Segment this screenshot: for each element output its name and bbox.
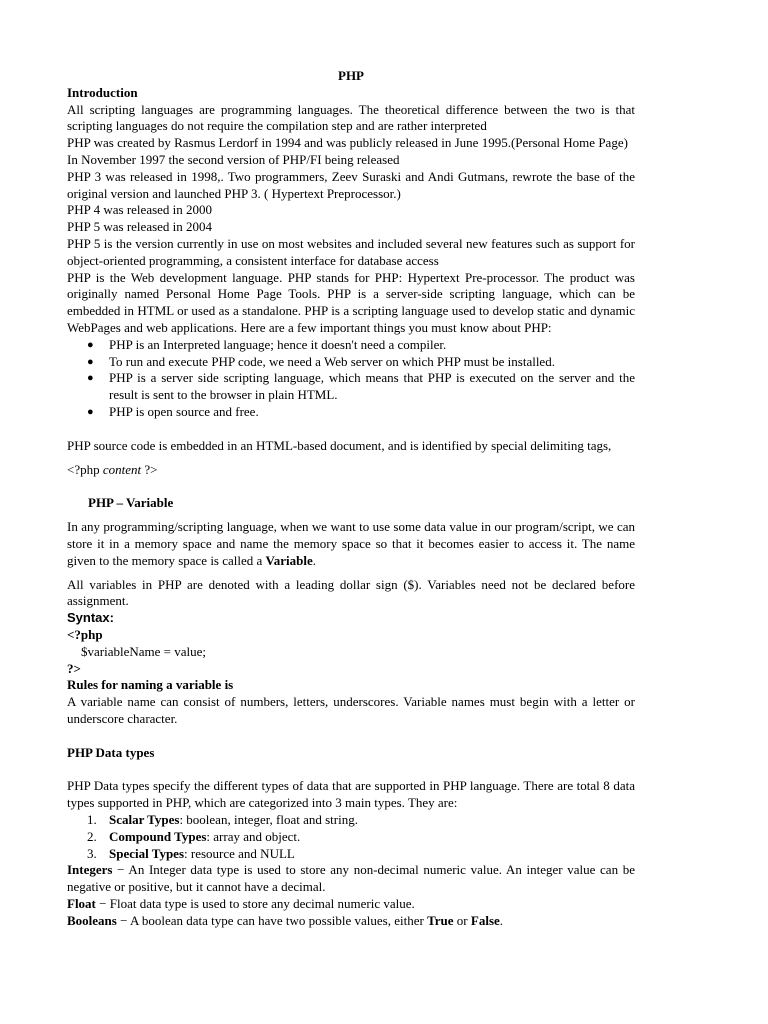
page-title: PHP <box>338 68 364 83</box>
intro-paragraph-3: In November 1997 the second version of PHP/FI being released <box>67 151 400 167</box>
php-facts-list <box>67 337 635 421</box>
datatypes-heading: PHP Data types <box>67 744 155 760</box>
variable-heading: PHP – Variable <box>88 495 174 511</box>
integers-paragraph <box>67 862 635 896</box>
delimiter-paragraph: PHP source code is embedded in an HTML-based document, and is identified by special delimiting tags, <box>67 437 612 453</box>
intro-paragraph-5: PHP 4 was released in 2000 <box>67 202 213 218</box>
booleans-paragraph <box>67 913 635 930</box>
variable-term: Variable <box>265 552 313 568</box>
document-content <box>67 68 635 930</box>
list-item-label: Compound Types <box>109 828 207 844</box>
booleans-label: Booleans <box>67 912 117 928</box>
list-item-label: Special Types <box>109 845 185 861</box>
intro-paragraph-2: PHP was created by Rasmus Lerdorf in 1994 and was publicly released in June 1995.(Personal Home Page) <box>67 135 628 151</box>
list-item <box>67 846 635 863</box>
integers-text: − An Integer data type is used to store any non-decimal numeric value. An integer value can be negative or positive, but it cannot have a decimal. <box>67 862 635 895</box>
variable-paragraph-2: All variables in PHP are denoted with a leading dollar sign ($). Variables need not be declared before assignment. <box>67 576 635 609</box>
code-line: $variableName = value; <box>81 643 206 659</box>
intro-heading: Introduction <box>67 84 138 100</box>
true-label: True <box>427 912 454 928</box>
php-tag-example <box>67 462 635 479</box>
list-number: 2. <box>87 828 97 844</box>
list-item-label: Scalar Types <box>109 812 180 828</box>
intro-paragraph-7: PHP 5 is the version currently in use on most websites and included several new features such as support for object-oriented programming, a consistent interface for database access <box>67 235 635 268</box>
integers-label: Integers <box>67 862 113 878</box>
datatypes-list <box>67 812 635 862</box>
float-paragraph <box>67 896 635 913</box>
variable-paragraph-1-text: In any programming/scripting language, when we want to use some data value in our program/script, we can store it in a memory space and name the memory space so that it becomes easier to access it. The name given to the memory space is called a <box>67 519 635 568</box>
intro-paragraph-1: All scripting languages are programming languages. The theoretical difference between the two is that scripting languages do not require the compilation step and are rather interpreted <box>67 101 635 134</box>
booleans-period: . <box>499 912 504 928</box>
variable-paragraph-1 <box>67 519 635 569</box>
list-item-text: : resource and NULL <box>184 845 295 861</box>
code-open-tag: <?php <box>67 626 103 642</box>
rules-text: A variable name can consist of numbers, letters, underscores. Variable names must begin with a letter or underscore character. <box>67 694 635 726</box>
syntax-label: Syntax: <box>67 610 114 626</box>
rules-heading: Rules for naming a variable is <box>67 677 234 693</box>
or-text: or <box>453 912 471 928</box>
list-item: ● PHP is open source and free. <box>67 404 635 421</box>
intro-paragraph-4: PHP 3 was released in 1998,. Two programmers, Zeev Suraski and Andi Gutmans, rewrote the base of the original version and launched PHP 3. ( Hypertext Preprocessor.) <box>67 168 635 201</box>
variable-paragraph-1-end: . <box>312 552 316 568</box>
list-item: ● To run and execute PHP code, we need a Web server on which PHP must be installed. <box>67 354 635 371</box>
datatypes-paragraph: PHP Data types specify the different types of data that are supported in PHP language. There are total 8 data types supported in PHP, which are categorized into 3 main types. They are: <box>67 778 635 811</box>
float-label: Float <box>67 896 96 912</box>
list-item-text: : array and object. <box>206 828 301 844</box>
list-item: ● PHP is a server side scripting language, which means that PHP is executed on the server and the result is sent to the browser in plain HTML. <box>67 370 635 404</box>
list-number: 1. <box>87 812 97 828</box>
php-tag-close: ?> <box>141 461 158 477</box>
float-text: − Float data type is used to store any decimal numeric value. <box>95 896 415 912</box>
booleans-text: − A boolean data type can have two possible values, either <box>116 912 428 928</box>
false-label: False <box>470 912 500 928</box>
php-tag-content: content <box>102 461 142 477</box>
list-item <box>67 812 635 829</box>
list-item: ● PHP is an Interpreted language; hence it doesn't need a compiler. <box>67 337 635 354</box>
intro-paragraph-6: PHP 5 was released in 2004 <box>67 219 213 235</box>
intro-paragraph-8: PHP is the Web development language. PHP stands for PHP: Hypertext Pre-processor. The product was originally named Personal Home Page Tools. PHP is a server-side scripting language, which can be embedded in HTML or used as a standalone. PHP is a scripting language used to develop static and dynamic WebPages and web applications. Here are a few important things you must know about PHP: <box>67 269 635 335</box>
code-close-tag: ?> <box>67 660 81 676</box>
list-item-text: : boolean, integer, float and string. <box>179 812 358 828</box>
php-tag-open: <?php <box>67 461 103 477</box>
list-number: 3. <box>87 845 97 861</box>
list-item <box>67 829 635 846</box>
